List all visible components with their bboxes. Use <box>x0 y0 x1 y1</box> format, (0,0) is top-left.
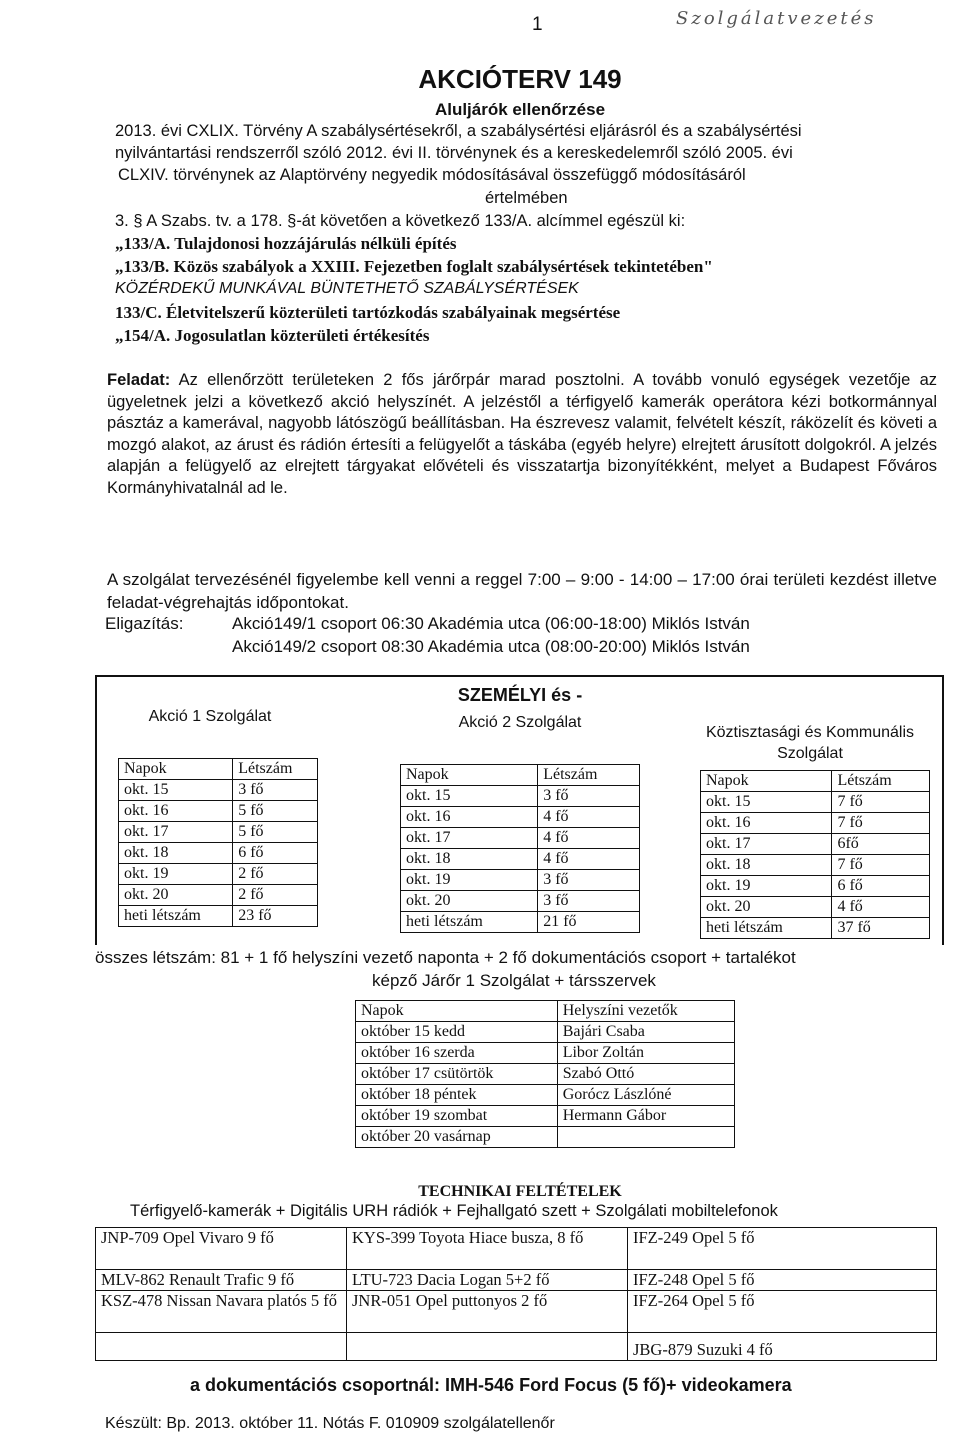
count-cell: 7 fő <box>832 855 930 876</box>
day-cell: okt. 18 <box>401 849 538 870</box>
count-cell: 4 fő <box>538 828 640 849</box>
personnel-summary-2: képző Járőr 1 Szolgálat + társszervek <box>372 971 656 990</box>
day-cell: okt. 20 <box>119 885 233 906</box>
day-cell: október 16 szerda <box>356 1043 558 1064</box>
day-cell: okt. 18 <box>119 843 233 864</box>
technical-heading: TECHNIKAI FELTÉTELEK <box>418 1183 622 1200</box>
day-cell: okt. 16 <box>701 813 832 834</box>
count-cell: 2 fő <box>233 864 318 885</box>
vehicle-cell: KYS-399 Toyota Hiace busza, 8 fő <box>347 1228 628 1270</box>
vehicle-cell: MLV-862 Renault Trafic 9 fő <box>96 1270 347 1291</box>
count-cell: 6 fő <box>233 843 318 864</box>
total-label: heti létszám <box>401 912 538 933</box>
vehicle-cell <box>96 1333 347 1361</box>
law-line-2: nyilvántartási rendszerről szóló 2012. évi II. törvénynek és a kereskedelemről szóló 2005. évi <box>115 144 793 162</box>
vehicle-cell <box>347 1333 628 1361</box>
group-3-table <box>700 770 930 939</box>
table-row <box>701 897 930 918</box>
leaders-table <box>355 1000 735 1148</box>
count-cell: 7 fő <box>832 792 930 813</box>
count-cell: 4 fő <box>832 897 930 918</box>
law-line-5: 3. § A Szabs. tv. a 178. §-át követően a következő 133/A. alcímmel egészül ki: <box>115 212 686 230</box>
day-cell: okt. 19 <box>119 864 233 885</box>
table-row <box>701 834 930 855</box>
law-line-4: értelmében <box>485 189 568 207</box>
leader-cell: Gorócz Lászlóné <box>557 1085 734 1106</box>
personnel-frame-top <box>95 675 943 677</box>
task-text: Az ellenőrzött területeken 2 fős járőrpár marad posztolni. A tovább vonuló egységek vezetője az ügyeletnek jelzi a következő akció helyszínét. A jelzéstől a térfigyelő kamerák operátora kézi botkormánnyal pásztáz a kamerával, nagyobb látószögű beállításban. Ha észrevesz valamit, felvételt készít, ráközelít és követi a mozgó alakot, az árust és rádión értesíti a felügyelőt a táskába (egyéb helyre) elrejtett árusított dolgokról. A jelzés alapján a felügyelő az elrejtett tárgyakat elővételi és visszatartja bizonyítékként, melyet a Budapest Főváros Kormányhivatalnál ad le. <box>107 371 937 497</box>
law-line-1: 2013. évi CXLIX. Törvény A szabálysértésekről, a szabálysértési eljárásról és a szabálysértési <box>115 122 802 140</box>
col-leader: Helyszíni vezetők <box>557 1001 734 1022</box>
day-cell: október 17 csütörtök <box>356 1064 558 1085</box>
day-cell: okt. 20 <box>401 891 538 912</box>
table-row <box>401 786 640 807</box>
count-cell: 3 fő <box>538 786 640 807</box>
table-total-row <box>701 918 930 939</box>
document-title: AKCIÓTERV 149 <box>418 64 622 94</box>
day-cell: okt. 20 <box>701 897 832 918</box>
leader-cell: Bajári Csaba <box>557 1022 734 1043</box>
total-label: heti létszám <box>119 906 233 927</box>
count-cell: 4 fő <box>538 849 640 870</box>
personnel-heading: SZEMÉLYI és - <box>457 685 583 705</box>
table-header-row <box>701 771 930 792</box>
table-header-row <box>401 765 640 786</box>
day-cell: okt. 19 <box>401 870 538 891</box>
table-row <box>401 828 640 849</box>
group-1-table <box>118 758 318 927</box>
group-3-title: Köztisztasági és Kommunális Szolgálat <box>705 724 915 762</box>
technical-equipment: Térfigyelő-kamerák + Digitális URH rádiók + Fejhallgató szett + Szolgálati mobiltelefonok <box>130 1202 778 1220</box>
handwritten-signature: Szolgálatvezetés <box>676 8 877 29</box>
vehicles-table <box>95 1227 937 1361</box>
provision-154a: „154/A. Jogosulatlan közterületi értékesítés <box>115 326 430 345</box>
vehicle-cell: IFZ-248 Opel 5 fő <box>628 1270 937 1291</box>
table-total-row <box>401 912 640 933</box>
vehicle-cell: LTU-723 Dacia Logan 5+2 fő <box>347 1270 628 1291</box>
count-cell: 5 fő <box>233 822 318 843</box>
personnel-summary: összes létszám: 81 + 1 fő helyszíni vezető naponta + 2 fő dokumentációs csoport + tartalékot <box>95 948 796 967</box>
provision-133a: „133/A. Tulajdonosi hozzájárulás nélküli építés <box>115 234 457 253</box>
table-row <box>701 876 930 897</box>
col-count: Létszám <box>832 771 930 792</box>
leader-cell: Libor Zoltán <box>557 1043 734 1064</box>
table-row <box>356 1043 735 1064</box>
day-cell: okt. 17 <box>701 834 832 855</box>
briefing-line-2: Akció149/2 csoport 08:30 Akadémia utca (08:00-20:00) Miklós István <box>232 637 750 656</box>
total-value: 23 fő <box>233 906 318 927</box>
group-2-table <box>400 764 640 933</box>
col-days: Napok <box>356 1001 558 1022</box>
task-paragraph <box>107 370 937 499</box>
briefing-label: Eligazítás: <box>105 614 184 633</box>
day-cell: okt. 16 <box>119 801 233 822</box>
document-subtitle: Aluljárók ellenőrzése <box>434 100 606 119</box>
group-2-title: Akció 2 Szolgálat <box>458 714 582 731</box>
leader-cell: Szabó Ottó <box>557 1064 734 1085</box>
table-row <box>96 1333 937 1361</box>
planning-paragraph: A szolgálat tervezésénél figyelembe kell venni a reggel 7:00 – 9:00 - 14:00 – 17:00 órai területi kezdést illetve feladat-végrehajtás időpontokat. <box>107 570 937 612</box>
count-cell: 7 fő <box>832 813 930 834</box>
col-count: Létszám <box>538 765 640 786</box>
table-row <box>119 801 318 822</box>
day-cell: okt. 17 <box>119 822 233 843</box>
total-value: 37 fő <box>832 918 930 939</box>
table-row <box>356 1022 735 1043</box>
provision-heading-italic: KÖZÉRDEKŰ MUNKÁVAL BÜNTETHETŐ SZABÁLYSÉRTÉSEK <box>115 280 579 297</box>
briefing-line-1: Akció149/1 csoport 06:30 Akadémia utca (06:00-18:00) Miklós István <box>232 614 750 633</box>
task-label: Feladat: <box>107 371 171 389</box>
table-row <box>119 843 318 864</box>
table-total-row <box>119 906 318 927</box>
table-row <box>96 1270 937 1291</box>
count-cell: 3 fő <box>538 870 640 891</box>
day-cell: okt. 18 <box>701 855 832 876</box>
table-row <box>119 822 318 843</box>
table-row <box>701 792 930 813</box>
day-cell: okt. 15 <box>119 780 233 801</box>
law-line-3: CLXIV. törvénynek az Alaptörvény negyedik módosításával összefüggő módosításáról <box>118 166 746 184</box>
table-row <box>401 870 640 891</box>
page-number: 1 <box>532 14 543 35</box>
vehicle-cell: JNR-051 Opel puttonyos 2 fő <box>347 1291 628 1333</box>
provision-133b: „133/B. Közös szabályok a XXIII. Fejezetben foglalt szabálysértések tekintetében" <box>115 257 713 276</box>
table-row <box>701 855 930 876</box>
vehicle-cell: JNP-709 Opel Vivaro 9 fő <box>96 1228 347 1270</box>
vehicle-cell: IFZ-249 Opel 5 fő <box>628 1228 937 1270</box>
vehicle-cell: JBG-879 Suzuki 4 fő <box>628 1333 937 1361</box>
table-row <box>96 1291 937 1333</box>
leader-cell <box>557 1127 734 1148</box>
day-cell: okt. 15 <box>401 786 538 807</box>
documentation-line: a dokumentációs csoportnál: IMH-546 Ford Focus (5 fő)+ videokamera <box>190 1375 792 1395</box>
group-1-title: Akció 1 Szolgálat <box>148 708 272 725</box>
day-cell: okt. 17 <box>401 828 538 849</box>
day-cell: október 18 péntek <box>356 1085 558 1106</box>
col-days: Napok <box>401 765 538 786</box>
provision-133c: 133/C. Életvitelszerű közterületi tartózkodás szabályainak megsértése <box>115 303 621 322</box>
count-cell: 6fő <box>832 834 930 855</box>
vehicle-cell: KSZ-478 Nissan Navara platós 5 fő <box>96 1291 347 1333</box>
count-cell: 3 fő <box>538 891 640 912</box>
table-row <box>401 849 640 870</box>
total-label: heti létszám <box>701 918 832 939</box>
count-cell: 2 fő <box>233 885 318 906</box>
table-row <box>356 1085 735 1106</box>
day-cell: október 15 kedd <box>356 1022 558 1043</box>
table-row <box>96 1228 937 1270</box>
table-row <box>356 1106 735 1127</box>
table-header-row <box>356 1001 735 1022</box>
total-value: 21 fő <box>538 912 640 933</box>
vehicle-cell: IFZ-264 Opel 5 fő <box>628 1291 937 1333</box>
table-row <box>356 1064 735 1085</box>
day-cell: október 20 vasárnap <box>356 1127 558 1148</box>
table-row <box>119 780 318 801</box>
col-days: Napok <box>119 759 233 780</box>
day-cell: okt. 16 <box>401 807 538 828</box>
personnel-frame-right <box>942 675 944 945</box>
table-row <box>119 864 318 885</box>
table-row <box>701 813 930 834</box>
footer-prepared: Készült: Bp. 2013. október 11. Nótás F. 010909 szolgálatellenőr <box>105 1415 555 1432</box>
count-cell: 3 fő <box>233 780 318 801</box>
count-cell: 4 fő <box>538 807 640 828</box>
count-cell: 6 fő <box>832 876 930 897</box>
leader-cell: Hermann Gábor <box>557 1106 734 1127</box>
col-count: Létszám <box>233 759 318 780</box>
table-row <box>119 885 318 906</box>
day-cell: október 19 szombat <box>356 1106 558 1127</box>
table-row <box>356 1127 735 1148</box>
col-days: Napok <box>701 771 832 792</box>
table-row <box>401 807 640 828</box>
day-cell: okt. 19 <box>701 876 832 897</box>
day-cell: okt. 15 <box>701 792 832 813</box>
count-cell: 5 fő <box>233 801 318 822</box>
table-row <box>401 891 640 912</box>
personnel-frame-left <box>95 675 97 945</box>
table-header-row <box>119 759 318 780</box>
